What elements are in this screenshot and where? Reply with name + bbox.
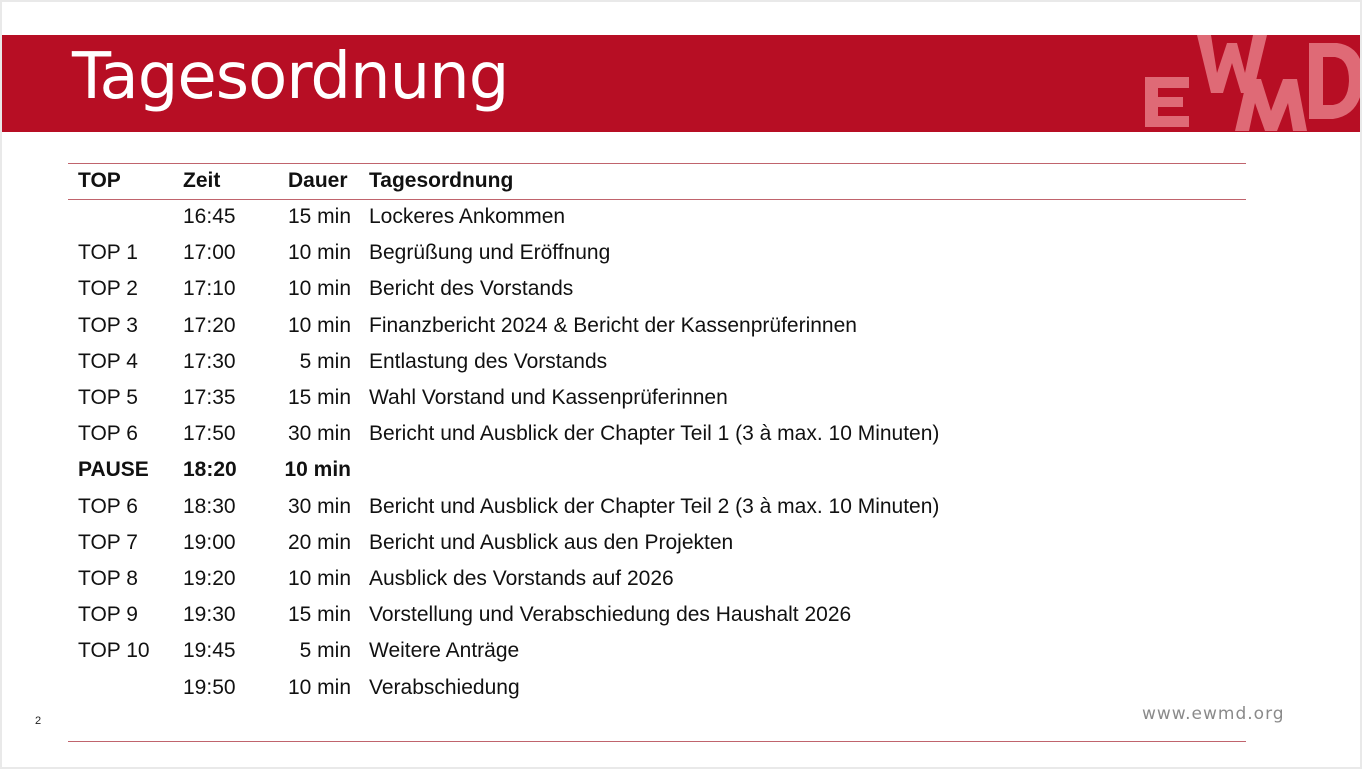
agenda-top: TOP 3 [78, 313, 138, 337]
agenda-time: 18:20 [183, 458, 237, 482]
agenda-row [78, 597, 939, 633]
agenda-item: Finanzbericht 2024 & Bericht der Kassenprüferinnen [369, 313, 857, 337]
agenda-header-row [78, 163, 939, 199]
agenda-top: TOP 6 [78, 494, 138, 518]
title-banner [2, 35, 1360, 132]
agenda-item: Ausblick des Vorstands auf 2026 [369, 566, 674, 590]
agenda-item: Vorstellung und Verabschiedung des Haushalt 2026 [369, 603, 852, 627]
agenda-row [78, 380, 939, 416]
agenda-duration: 5 min [299, 639, 351, 663]
agenda-top: TOP 8 [78, 566, 138, 590]
agenda-row [78, 199, 939, 235]
agenda-row [78, 561, 939, 597]
agenda-item: Bericht und Ausblick aus den Projekten [369, 530, 734, 554]
agenda-row [78, 235, 939, 271]
agenda-time: 17:00 [183, 241, 236, 265]
header-top: TOP [78, 169, 121, 192]
agenda-duration: 10 min [287, 313, 351, 337]
agenda-top: TOP 9 [78, 603, 138, 627]
agenda-item: Bericht und Ausblick der Chapter Teil 1 (3 à max. 10 Minuten) [369, 422, 940, 446]
agenda-top: TOP 5 [78, 386, 138, 410]
agenda-time: 19:45 [183, 639, 236, 663]
agenda-row [78, 489, 939, 525]
agenda-duration: 15 min [287, 205, 351, 229]
agenda-row [78, 416, 939, 452]
agenda-duration: 10 min [284, 458, 351, 482]
header-item: Tagesordnung [369, 169, 514, 192]
agenda-time: 17:10 [183, 277, 236, 301]
agenda-row [78, 525, 939, 561]
agenda-top: TOP 4 [78, 349, 138, 373]
agenda-table [78, 163, 939, 706]
agenda-time: 19:20 [183, 566, 236, 590]
agenda-item: Lockeres Ankommen [369, 205, 566, 229]
website-url: www.ewmd.org [1142, 704, 1285, 724]
agenda-top: PAUSE [78, 458, 149, 482]
agenda-duration: 15 min [287, 603, 351, 627]
agenda-item: Entlastung des Vorstands [369, 349, 608, 373]
agenda-time: 18:30 [183, 494, 236, 518]
ewmd-logo: EWMD [1137, 35, 1360, 132]
agenda-time: 16:45 [183, 205, 236, 229]
agenda-duration: 20 min [287, 530, 351, 554]
agenda-time: 17:35 [183, 386, 236, 410]
agenda-duration: 10 min [287, 277, 351, 301]
agenda-time: 17:20 [183, 313, 236, 337]
agenda-row [78, 633, 939, 669]
agenda-row [78, 308, 939, 344]
agenda-top: TOP 7 [78, 530, 138, 554]
agenda-duration: 10 min [287, 241, 351, 265]
agenda-row [78, 344, 939, 380]
agenda-duration: 30 min [287, 422, 351, 446]
footer-rule [68, 741, 1246, 742]
agenda-time: 19:50 [183, 675, 236, 699]
agenda-rows [78, 199, 939, 706]
agenda-row [78, 452, 939, 488]
agenda-duration: 15 min [287, 386, 351, 410]
slide-title: Tagesordnung [72, 40, 509, 114]
agenda-time: 19:00 [183, 530, 236, 554]
agenda-top: TOP 1 [78, 241, 138, 265]
agenda-time: 17:50 [183, 422, 236, 446]
agenda-item: Bericht und Ausblick der Chapter Teil 2 (3 à max. 10 Minuten) [369, 494, 940, 518]
slide [2, 2, 1360, 767]
agenda-duration: 10 min [287, 566, 351, 590]
agenda-item: Begrüßung und Eröffnung [369, 241, 611, 265]
agenda-duration: 30 min [287, 494, 351, 518]
agenda-top: TOP 10 [78, 639, 150, 663]
agenda-row [78, 271, 939, 307]
agenda-duration: 10 min [287, 675, 351, 699]
page-number: 2 [35, 715, 42, 727]
agenda-top: TOP 6 [78, 422, 138, 446]
agenda-item: Weitere Anträge [369, 639, 520, 663]
agenda-item: Bericht des Vorstands [369, 277, 574, 301]
agenda-row [78, 669, 939, 705]
agenda-item: Wahl Vorstand und Kassenprüferinnen [369, 386, 728, 410]
agenda-top: TOP 2 [78, 277, 138, 301]
agenda-time: 19:30 [183, 603, 236, 627]
header-duration: Dauer [288, 169, 348, 192]
agenda-item: Verabschiedung [369, 675, 520, 699]
agenda-duration: 5 min [299, 349, 351, 373]
header-time: Zeit [183, 169, 221, 192]
agenda-time: 17:30 [183, 349, 236, 373]
